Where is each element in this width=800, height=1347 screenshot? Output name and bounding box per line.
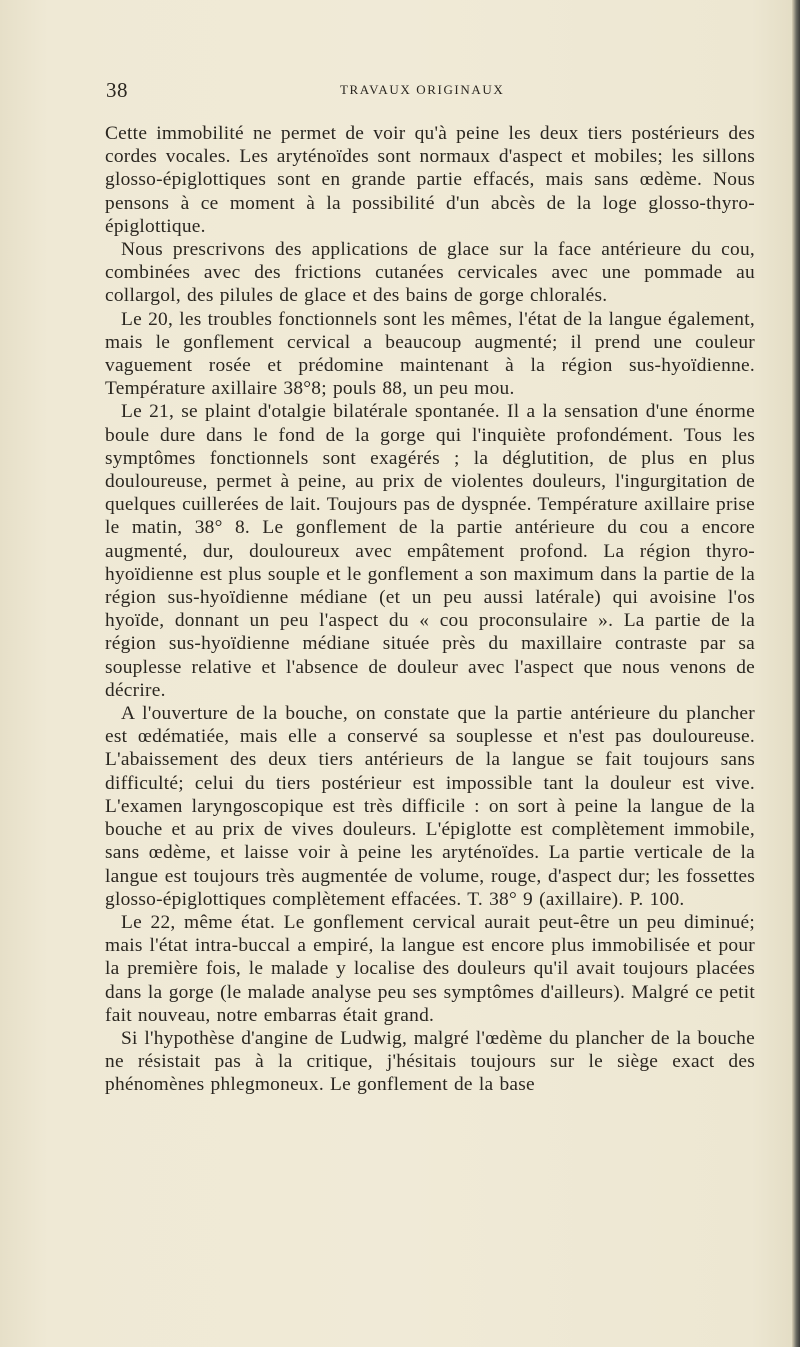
paragraph-2: Nous prescrivons des applications de glace sur la face antérieure du cou, combinées avec des frictions cutanées cervicales avec une pommade au collargol, des pilules de glace et des bains de gorge chloralés. — [105, 239, 755, 307]
paragraph-5: A l'ouverture de la bouche, on constate que la partie antérieure du plancher est œdématiée, mais elle a conservé sa souplesse et n'est pas douloureuse. L'abaissement des deux tiers antérieurs de la langue se fait toujours sans difficulté; celui du tiers postérieur est impossible tant la douleur est vive. L'examen laryngoscopique est très difficile : on sort à peine la langue de la bouche et au prix de vives douleurs. L'épiglotte est complètement immobile, sans œdème, et laisse voir à peine les aryténoïdes. La partie verticale de la langue est toujours très augmentée de volume, rouge, d'aspect dur; les fossettes glosso-épiglottiques complètement effacées. T. 38° 9 (axillaire). P. 100. — [105, 703, 755, 910]
paragraph-7: Si l'hypothèse d'angine de Ludwig, malgré l'œdème du plancher de la bouche ne résistait pas à la critique, j'hésitais toujours sur le siège exact des phénomènes phlegmoneux. Le gonflement de la base — [105, 1027, 755, 1096]
paragraph-6: Le 22, même état. Le gonflement cervical aurait peut-être un peu diminué; mais l'état intra-buccal a empiré, la langue est encore plus immobilisée et pour la première fois, le malade y localise des douleurs qu'il avait toujours placées dans la gorge (le malade analyse peu ses symptômes d'ailleurs). Malgré ce petit fait nouveau, notre embarras était grand. — [105, 911, 755, 1026]
paragraph-3: Le 20, les troubles fonctionnels sont les mêmes, l'état de la langue également, mais le gonflement cervical a beaucoup augmenté; il prend une couleur vaguement rosée et prédomine maintenant à la région sus-hyoïdienne. Température axillaire 38°8; pouls 88, un peu mou. — [105, 308, 755, 400]
paragraph-4: Le 21, se plaint d'otalgie bilatérale spontanée. Il a la sensation d'une énorme boule dure dans le fond de la gorge qui l'inquiète profondément. Tous les symptômes fonctionnels sont exagérés ; la déglutition, de plus en plus douloureuse, permet à peine, au prix de violentes douleurs, l'ingurgitation de quelques cuillerées de lait. Toujours pas de dyspnée. Température axillaire prise le matin, 38° 8. Le gonflement de la partie antérieure du cou a encore augmenté, dur, douloureux avec empâtement profond. La région thyro-hyoïdienne est plus souple et le gonflement a son maximum dans la partie de la région sus-hyoïdienne médiane (et un peu aussi latérale) qui avoisine l'os hyoïde, donnant un peu l'aspect du « cou proconsulaire ». La partie de la région sus-hyoïdienne médiane située près du maxillaire contraste par sa souplesse relative et l'absence de douleur avec l'aspect que nous venons de décrire. — [105, 401, 755, 701]
page-edge-shadow — [792, 0, 800, 1347]
page-header — [106, 78, 706, 104]
paragraph-1: Cette immobilité ne permet de voir qu'à peine les deux tiers postérieurs des cordes vocales. Les aryténoïdes sont normaux d'aspect et mobiles; les sillons glosso-épiglottiques sont en grande partie effacés, mais sans œdème. Nous pensons à ce moment à la possibilité d'un abcès de la loge glosso-thyro-épiglottique. — [105, 123, 755, 237]
running-head: TRAVAUX ORIGINAUX — [340, 82, 505, 97]
body-text — [105, 122, 755, 1097]
page-number: 38 — [106, 78, 128, 102]
